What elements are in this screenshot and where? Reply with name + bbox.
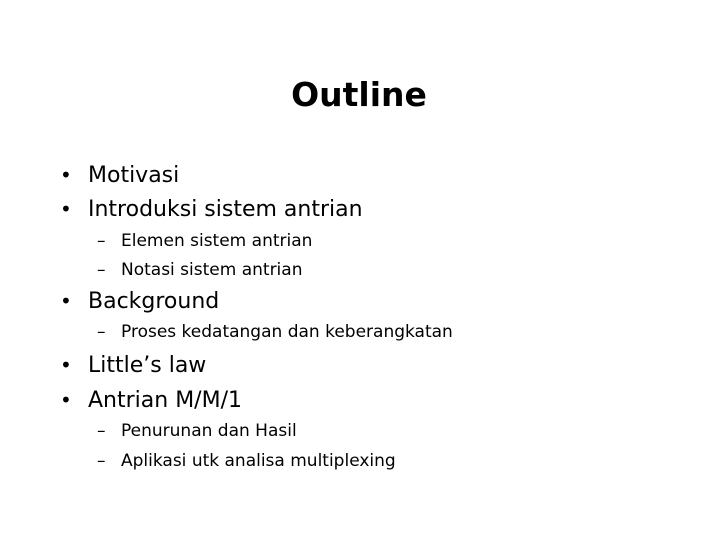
slide-title-text: Outline xyxy=(291,75,427,114)
list-item xyxy=(60,350,206,381)
list-item-label: Background xyxy=(88,289,220,314)
dash-icon: – xyxy=(97,231,106,251)
list-item xyxy=(60,160,179,191)
sub-list-item-label: Notasi sistem antrian xyxy=(121,260,303,280)
sub-list-item xyxy=(97,419,297,443)
dash-icon: – xyxy=(97,322,106,342)
dash-icon: – xyxy=(97,421,106,441)
sub-list-item-label: Aplikasi utk analisa multiplexing xyxy=(121,451,396,471)
sub-list-item xyxy=(97,449,396,473)
bullet-icon: • xyxy=(60,289,72,313)
list-item xyxy=(60,286,219,317)
bullet-icon: • xyxy=(60,353,72,377)
sub-list-item xyxy=(97,320,453,344)
list-item-label: Little’s law xyxy=(88,353,207,378)
dash-icon: – xyxy=(97,451,106,471)
list-item-label: Antrian M/M/1 xyxy=(88,388,242,413)
bullet-icon: • xyxy=(60,163,72,187)
sub-list-item-label: Elemen sistem antrian xyxy=(121,231,313,251)
sub-list-item-label: Proses kedatangan dan keberangkatan xyxy=(121,322,453,342)
bullet-icon: • xyxy=(60,197,72,221)
list-item xyxy=(60,194,363,225)
bullet-icon: • xyxy=(60,388,72,412)
sub-list-item xyxy=(97,229,312,253)
sub-list-item-label: Penurunan dan Hasil xyxy=(121,421,297,441)
sub-list-item xyxy=(97,258,302,282)
list-item xyxy=(60,385,242,416)
list-item-label: Motivasi xyxy=(88,163,180,188)
dash-icon: – xyxy=(97,260,106,280)
list-item-label: Introduksi sistem antrian xyxy=(88,197,363,222)
